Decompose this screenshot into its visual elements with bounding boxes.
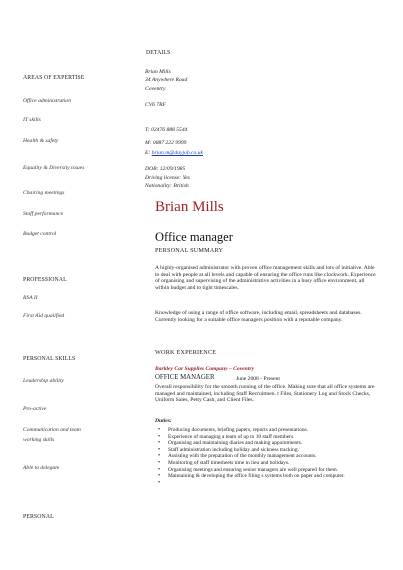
contact-email-prefix: E: xyxy=(145,150,152,156)
label-it-skills: IT skills xyxy=(23,117,41,123)
list-item: • Staff administration including holiday and sickness tracking. xyxy=(158,447,376,454)
contact-name: Brian Mills xyxy=(145,69,171,75)
label-chairing-meetings: Chairing meetings xyxy=(23,190,65,196)
job-title: Office manager xyxy=(155,230,233,244)
list-item: • Maintaining & developing the office filing s systems both on paper and computer. xyxy=(158,473,376,480)
contact-mobile: M: 0887 222 9999 xyxy=(145,140,187,146)
list-item: • Organising meetings and ensuring senior managers are well prepared for them. xyxy=(158,467,376,474)
label-professional: PROFESSIONAL xyxy=(23,277,67,283)
summary-paragraph-1: A highly-organised administrator with proven office management skills and lots of initiative. Able to deal with people at all levels and capable of ensuring the office runs like clockwork. Experience of organising and supervising of the administrative activities in a busy office environment, all within budget and to tight timescales. xyxy=(155,265,376,291)
label-budget-control: Budget control xyxy=(23,231,57,237)
email-link[interactable]: brian.m@dayjob.co.uk xyxy=(151,150,203,156)
summary-paragraph-2: Knowledge of using a range of office software, including email, spreadsheets and databases. Currently looking for a suitable office managers position with a reputable company. xyxy=(155,310,362,323)
work-experience-heading: WORK EXPERIENCE xyxy=(155,349,217,356)
list-item xyxy=(158,480,376,487)
label-personal-skills: PERSONAL SKILLS xyxy=(23,356,76,362)
contact-address: 34 Anywhere Road xyxy=(145,77,188,83)
personal-summary-heading: PERSONAL SUMMARY xyxy=(155,247,224,254)
label-leadership: Leadership ability xyxy=(23,378,64,384)
label-areas-of-expertise: AREAS OF EXPERTISE xyxy=(23,75,85,81)
label-office-administration: Office administration xyxy=(23,98,72,104)
list-item: • Monitoring of staff timesheets time in lieu and holidays. xyxy=(158,460,376,467)
contact-dob: DOB: 12/09/1985 xyxy=(145,166,186,172)
contact-city: Coventry xyxy=(145,86,166,92)
contact-email-row xyxy=(145,150,203,157)
duties-list xyxy=(158,427,376,486)
contact-telephone: T: 02476 888 5544 xyxy=(145,127,188,133)
contact-nationality: Nationality: British xyxy=(145,183,189,189)
contact-postcode: CV6 7RF xyxy=(145,102,166,108)
list-item: • Producing documents, briefing papers, reports and presentations. xyxy=(158,427,376,434)
list-item: • Organising and maintaining diaries and making appointments. xyxy=(158,440,376,447)
role-dates: June 2008 - Present xyxy=(236,375,280,382)
company-name: Barkley Car Supplies Company – Coventry xyxy=(155,366,254,372)
label-able-to-delegate: Able to delegate xyxy=(23,465,60,471)
label-rsa: RSA II xyxy=(23,295,38,301)
details-heading: DETAILS xyxy=(146,50,171,56)
label-staff-performance: Staff performance xyxy=(23,211,64,217)
role-title: OFFICE MANAGER xyxy=(155,374,215,381)
candidate-name: Brian Mills xyxy=(155,199,224,215)
label-equality-diversity: Equality & Diversity issues xyxy=(23,165,85,171)
list-item: • Assisting with the preparation of the monthly management accounts. xyxy=(158,453,376,460)
label-personal: PERSONAL xyxy=(23,514,54,520)
contact-driving-license: Driving license: Yes xyxy=(145,175,190,181)
label-proactive: Pro-active xyxy=(23,406,47,412)
role-summary: Overall responsibility for the smooth running of the office. Making sure that all office systems are managed and maintained, including Staff Recruitmen. t Files, Stationery Log and Stock Checks, Uniform Sales, Petty Cash, and Client Files. xyxy=(155,384,375,404)
duties-heading: Duties: xyxy=(155,418,172,424)
list-item: • Experience of managing a team of up to 10 staff members. xyxy=(158,434,376,441)
label-health-safety: Health & safety xyxy=(23,138,59,144)
label-first-aid: First Aid qualified xyxy=(23,313,65,319)
label-communication: Communication and team working skills xyxy=(23,427,81,443)
